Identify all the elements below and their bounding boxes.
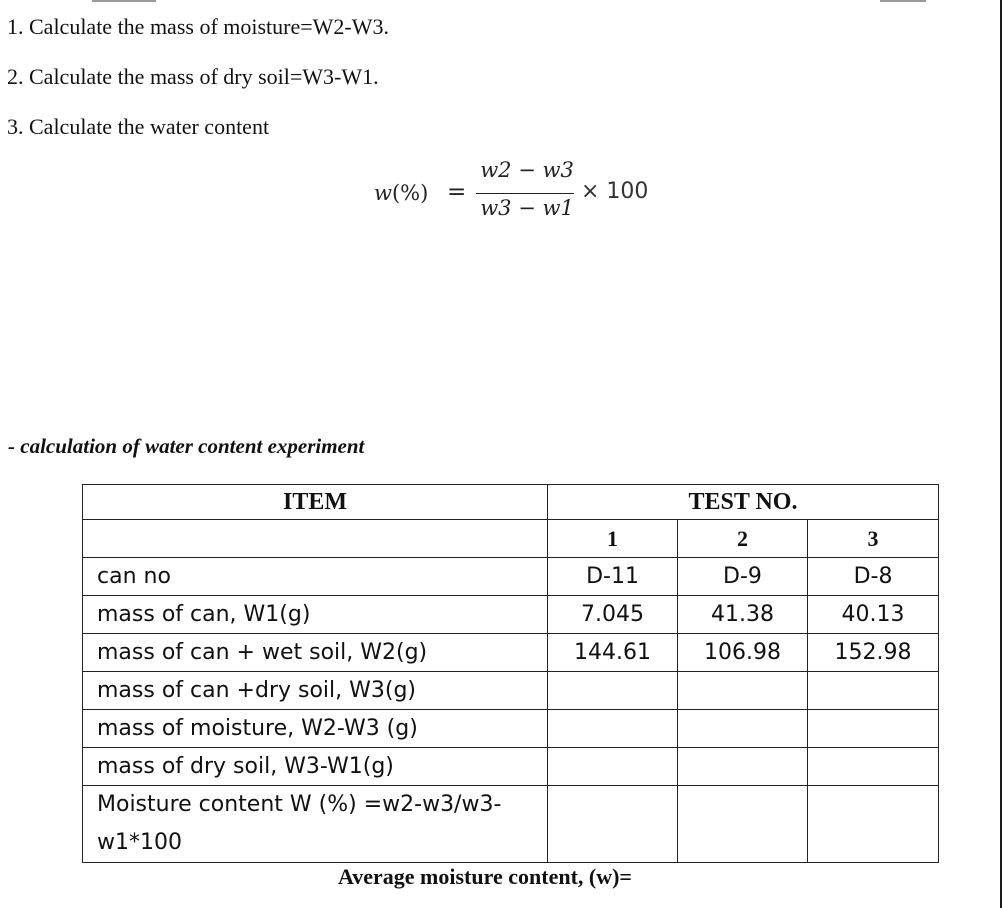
- cell-value: [678, 786, 808, 863]
- row-label: mass of moisture, W2-W3 (g): [83, 710, 548, 748]
- cell-value: [678, 672, 808, 710]
- cell-value: D-9: [678, 558, 808, 596]
- water-content-formula: [374, 158, 674, 230]
- cell-value: 106.98: [678, 634, 808, 672]
- table-row: [83, 596, 939, 634]
- test-number-1: 1: [548, 520, 678, 558]
- cell-value: D-8: [808, 558, 939, 596]
- table-row: [83, 748, 939, 786]
- row-label: mass of can, W1(g): [83, 596, 548, 634]
- table-row: [83, 710, 939, 748]
- row-label: Moisture content W (%) =w2-w3/w3-w1*100: [83, 786, 548, 863]
- test-number-2: 2: [678, 520, 808, 558]
- average-moisture-label: Average moisture content, (w)=: [338, 864, 632, 889]
- formula-multiplier: × 100: [581, 179, 649, 204]
- item-header: ITEM: [83, 485, 548, 520]
- top-cut-mark: [92, 0, 156, 2]
- formula-denominator: w3 − w1: [480, 196, 574, 220]
- table-header-row: [83, 485, 939, 520]
- empty-cell: [83, 520, 548, 558]
- section-title: - calculation of water content experiment: [8, 434, 365, 458]
- cell-value: 40.13: [808, 596, 939, 634]
- row-label: mass of can + wet soil, W2(g): [83, 634, 548, 672]
- formula-equals: =: [447, 179, 467, 205]
- cell-value: [548, 748, 678, 786]
- cell-value: [808, 748, 939, 786]
- cell-value: [678, 748, 808, 786]
- cell-value: 7.045: [548, 596, 678, 634]
- formula-fraction-bar: [476, 193, 574, 194]
- row-label: mass of can +dry soil, W3(g): [83, 672, 548, 710]
- formula-numerator: w2 − w3: [480, 158, 574, 182]
- cell-value: 41.38: [678, 596, 808, 634]
- water-content-table: [82, 484, 939, 863]
- test-number-3: 3: [808, 520, 939, 558]
- step-3: 3. Calculate the water content: [7, 114, 270, 139]
- row-label: can no: [83, 558, 548, 596]
- formula-lhs-unit: (%): [391, 181, 429, 205]
- cell-value: [678, 710, 808, 748]
- table-row: [83, 634, 939, 672]
- table-row: [83, 558, 939, 596]
- row-label: mass of dry soil, W3-W1(g): [83, 748, 548, 786]
- cell-value: [548, 710, 678, 748]
- cell-value: 144.61: [548, 634, 678, 672]
- formula-lhs: [374, 181, 428, 205]
- cell-value: [548, 672, 678, 710]
- table-row: [83, 786, 939, 863]
- cell-value: [808, 786, 939, 863]
- cell-value: [808, 672, 939, 710]
- formula-lhs-variable: w: [374, 181, 392, 205]
- table-row: [83, 672, 939, 710]
- test-number-row: [83, 520, 939, 558]
- test-no-header: TEST NO.: [548, 485, 939, 520]
- cell-value: 152.98: [808, 634, 939, 672]
- cell-value: [808, 710, 939, 748]
- step-2: 2. Calculate the mass of dry soil=W3-W1.: [7, 64, 379, 89]
- step-1: 1. Calculate the mass of moisture=W2-W3.: [7, 14, 390, 39]
- top-cut-mark: [880, 0, 926, 2]
- cell-value: [548, 786, 678, 863]
- cell-value: D-11: [548, 558, 678, 596]
